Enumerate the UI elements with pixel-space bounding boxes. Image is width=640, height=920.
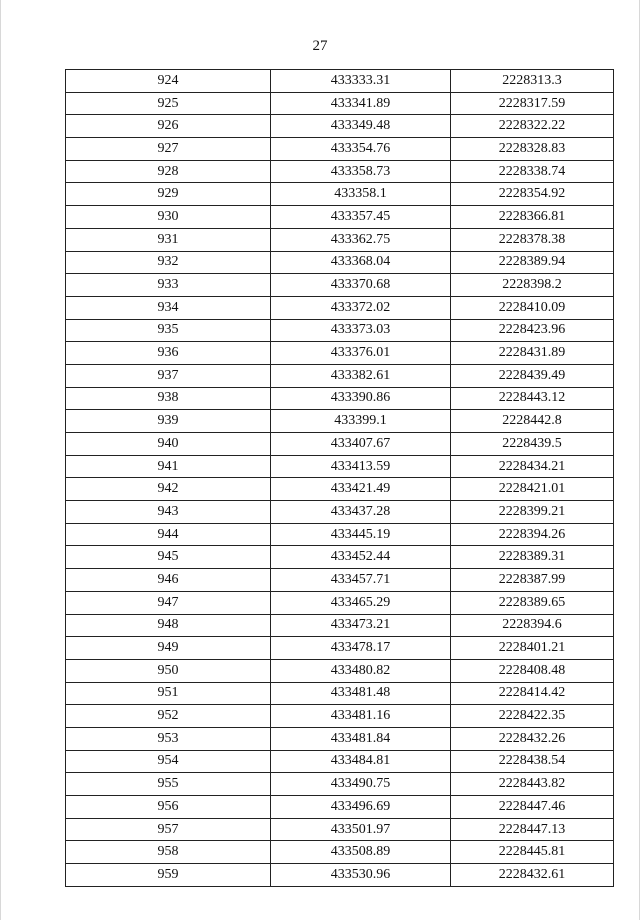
x-coordinate-cell: 433421.49 xyxy=(271,478,451,501)
y-coordinate-cell: 2228354.92 xyxy=(451,183,614,206)
x-coordinate-cell: 433390.86 xyxy=(271,387,451,410)
y-coordinate-cell: 2228447.46 xyxy=(451,796,614,819)
point-number-cell: 934 xyxy=(66,296,271,319)
point-number-cell: 948 xyxy=(66,614,271,637)
table-row xyxy=(66,319,614,342)
y-coordinate-cell: 2228439.5 xyxy=(451,433,614,456)
point-number-cell: 924 xyxy=(66,70,271,93)
y-coordinate-cell: 2228422.35 xyxy=(451,705,614,728)
table-row xyxy=(66,296,614,319)
x-coordinate-cell: 433333.31 xyxy=(271,70,451,93)
y-coordinate-cell: 2228431.89 xyxy=(451,342,614,365)
table-row xyxy=(66,818,614,841)
table-row xyxy=(66,160,614,183)
table-row xyxy=(66,228,614,251)
y-coordinate-cell: 2228387.99 xyxy=(451,569,614,592)
point-number-cell: 939 xyxy=(66,410,271,433)
table-row xyxy=(66,364,614,387)
y-coordinate-cell: 2228432.26 xyxy=(451,727,614,750)
table-row xyxy=(66,206,614,229)
x-coordinate-cell: 433457.71 xyxy=(271,569,451,592)
y-coordinate-cell: 2228423.96 xyxy=(451,319,614,342)
point-number-cell: 928 xyxy=(66,160,271,183)
coordinate-table-body xyxy=(66,70,614,887)
x-coordinate-cell: 433481.16 xyxy=(271,705,451,728)
x-coordinate-cell: 433358.73 xyxy=(271,160,451,183)
point-number-cell: 946 xyxy=(66,569,271,592)
left-page-edge xyxy=(0,0,1,920)
point-number-cell: 951 xyxy=(66,682,271,705)
table-row xyxy=(66,387,614,410)
point-number-cell: 926 xyxy=(66,115,271,138)
y-coordinate-cell: 2228443.12 xyxy=(451,387,614,410)
y-coordinate-cell: 2228421.01 xyxy=(451,478,614,501)
table-row xyxy=(66,410,614,433)
y-coordinate-cell: 2228408.48 xyxy=(451,659,614,682)
point-number-cell: 959 xyxy=(66,864,271,887)
table-row xyxy=(66,251,614,274)
y-coordinate-cell: 2228439.49 xyxy=(451,364,614,387)
y-coordinate-cell: 2228401.21 xyxy=(451,637,614,660)
x-coordinate-cell: 433354.76 xyxy=(271,138,451,161)
y-coordinate-cell: 2228399.21 xyxy=(451,501,614,524)
y-coordinate-cell: 2228445.81 xyxy=(451,841,614,864)
x-coordinate-cell: 433357.45 xyxy=(271,206,451,229)
x-coordinate-cell: 433530.96 xyxy=(271,864,451,887)
x-coordinate-cell: 433399.1 xyxy=(271,410,451,433)
x-coordinate-cell: 433370.68 xyxy=(271,274,451,297)
x-coordinate-cell: 433490.75 xyxy=(271,773,451,796)
table-row xyxy=(66,70,614,93)
point-number-cell: 944 xyxy=(66,523,271,546)
coordinate-table xyxy=(65,69,614,887)
point-number-cell: 949 xyxy=(66,637,271,660)
point-number-cell: 933 xyxy=(66,274,271,297)
x-coordinate-cell: 433452.44 xyxy=(271,546,451,569)
point-number-cell: 958 xyxy=(66,841,271,864)
table-row xyxy=(66,591,614,614)
table-row xyxy=(66,750,614,773)
x-coordinate-cell: 433373.03 xyxy=(271,319,451,342)
point-number-cell: 937 xyxy=(66,364,271,387)
table-row xyxy=(66,274,614,297)
point-number-cell: 930 xyxy=(66,206,271,229)
y-coordinate-cell: 2228398.2 xyxy=(451,274,614,297)
table-row xyxy=(66,864,614,887)
x-coordinate-cell: 433341.89 xyxy=(271,92,451,115)
table-row xyxy=(66,682,614,705)
y-coordinate-cell: 2228414.42 xyxy=(451,682,614,705)
x-coordinate-cell: 433358.1 xyxy=(271,183,451,206)
table-row xyxy=(66,727,614,750)
y-coordinate-cell: 2228442.8 xyxy=(451,410,614,433)
point-number-cell: 957 xyxy=(66,818,271,841)
y-coordinate-cell: 2228322.22 xyxy=(451,115,614,138)
table-row xyxy=(66,501,614,524)
table-row xyxy=(66,433,614,456)
point-number-cell: 927 xyxy=(66,138,271,161)
x-coordinate-cell: 433478.17 xyxy=(271,637,451,660)
table-row xyxy=(66,841,614,864)
y-coordinate-cell: 2228338.74 xyxy=(451,160,614,183)
x-coordinate-cell: 433508.89 xyxy=(271,841,451,864)
y-coordinate-cell: 2228438.54 xyxy=(451,750,614,773)
table-row xyxy=(66,796,614,819)
point-number-cell: 942 xyxy=(66,478,271,501)
x-coordinate-cell: 433368.04 xyxy=(271,251,451,274)
table-row xyxy=(66,637,614,660)
y-coordinate-cell: 2228313.3 xyxy=(451,70,614,93)
point-number-cell: 954 xyxy=(66,750,271,773)
point-number-cell: 947 xyxy=(66,591,271,614)
y-coordinate-cell: 2228389.65 xyxy=(451,591,614,614)
point-number-cell: 935 xyxy=(66,319,271,342)
x-coordinate-cell: 433382.61 xyxy=(271,364,451,387)
point-number-cell: 938 xyxy=(66,387,271,410)
page-number: 27 xyxy=(312,38,328,54)
table-row xyxy=(66,342,614,365)
y-coordinate-cell: 2228317.59 xyxy=(451,92,614,115)
y-coordinate-cell: 2228394.6 xyxy=(451,614,614,637)
y-coordinate-cell: 2228389.94 xyxy=(451,251,614,274)
y-coordinate-cell: 2228366.81 xyxy=(451,206,614,229)
x-coordinate-cell: 433481.48 xyxy=(271,682,451,705)
point-number-cell: 940 xyxy=(66,433,271,456)
point-number-cell: 956 xyxy=(66,796,271,819)
table-row xyxy=(66,523,614,546)
point-number-cell: 955 xyxy=(66,773,271,796)
x-coordinate-cell: 433372.02 xyxy=(271,296,451,319)
point-number-cell: 945 xyxy=(66,546,271,569)
coordinate-table-container xyxy=(65,69,613,887)
x-coordinate-cell: 433481.84 xyxy=(271,727,451,750)
point-number-cell: 941 xyxy=(66,455,271,478)
point-number-cell: 925 xyxy=(66,92,271,115)
x-coordinate-cell: 433484.81 xyxy=(271,750,451,773)
point-number-cell: 952 xyxy=(66,705,271,728)
table-row xyxy=(66,705,614,728)
point-number-cell: 929 xyxy=(66,183,271,206)
x-coordinate-cell: 433480.82 xyxy=(271,659,451,682)
table-row xyxy=(66,478,614,501)
y-coordinate-cell: 2228410.09 xyxy=(451,296,614,319)
y-coordinate-cell: 2228378.38 xyxy=(451,228,614,251)
y-coordinate-cell: 2228328.83 xyxy=(451,138,614,161)
x-coordinate-cell: 433407.67 xyxy=(271,433,451,456)
x-coordinate-cell: 433362.75 xyxy=(271,228,451,251)
table-row xyxy=(66,546,614,569)
table-row xyxy=(66,92,614,115)
table-row xyxy=(66,455,614,478)
y-coordinate-cell: 2228447.13 xyxy=(451,818,614,841)
x-coordinate-cell: 433473.21 xyxy=(271,614,451,637)
x-coordinate-cell: 433437.28 xyxy=(271,501,451,524)
y-coordinate-cell: 2228394.26 xyxy=(451,523,614,546)
y-coordinate-cell: 2228434.21 xyxy=(451,455,614,478)
table-row xyxy=(66,659,614,682)
table-row xyxy=(66,614,614,637)
point-number-cell: 931 xyxy=(66,228,271,251)
point-number-cell: 936 xyxy=(66,342,271,365)
y-coordinate-cell: 2228389.31 xyxy=(451,546,614,569)
x-coordinate-cell: 433501.97 xyxy=(271,818,451,841)
x-coordinate-cell: 433349.48 xyxy=(271,115,451,138)
x-coordinate-cell: 433496.69 xyxy=(271,796,451,819)
table-row xyxy=(66,138,614,161)
x-coordinate-cell: 433376.01 xyxy=(271,342,451,365)
point-number-cell: 943 xyxy=(66,501,271,524)
x-coordinate-cell: 433465.29 xyxy=(271,591,451,614)
y-coordinate-cell: 2228432.61 xyxy=(451,864,614,887)
table-row xyxy=(66,569,614,592)
table-row xyxy=(66,115,614,138)
table-row xyxy=(66,773,614,796)
point-number-cell: 932 xyxy=(66,251,271,274)
point-number-cell: 950 xyxy=(66,659,271,682)
table-row xyxy=(66,183,614,206)
y-coordinate-cell: 2228443.82 xyxy=(451,773,614,796)
x-coordinate-cell: 433413.59 xyxy=(271,455,451,478)
point-number-cell: 953 xyxy=(66,727,271,750)
x-coordinate-cell: 433445.19 xyxy=(271,523,451,546)
